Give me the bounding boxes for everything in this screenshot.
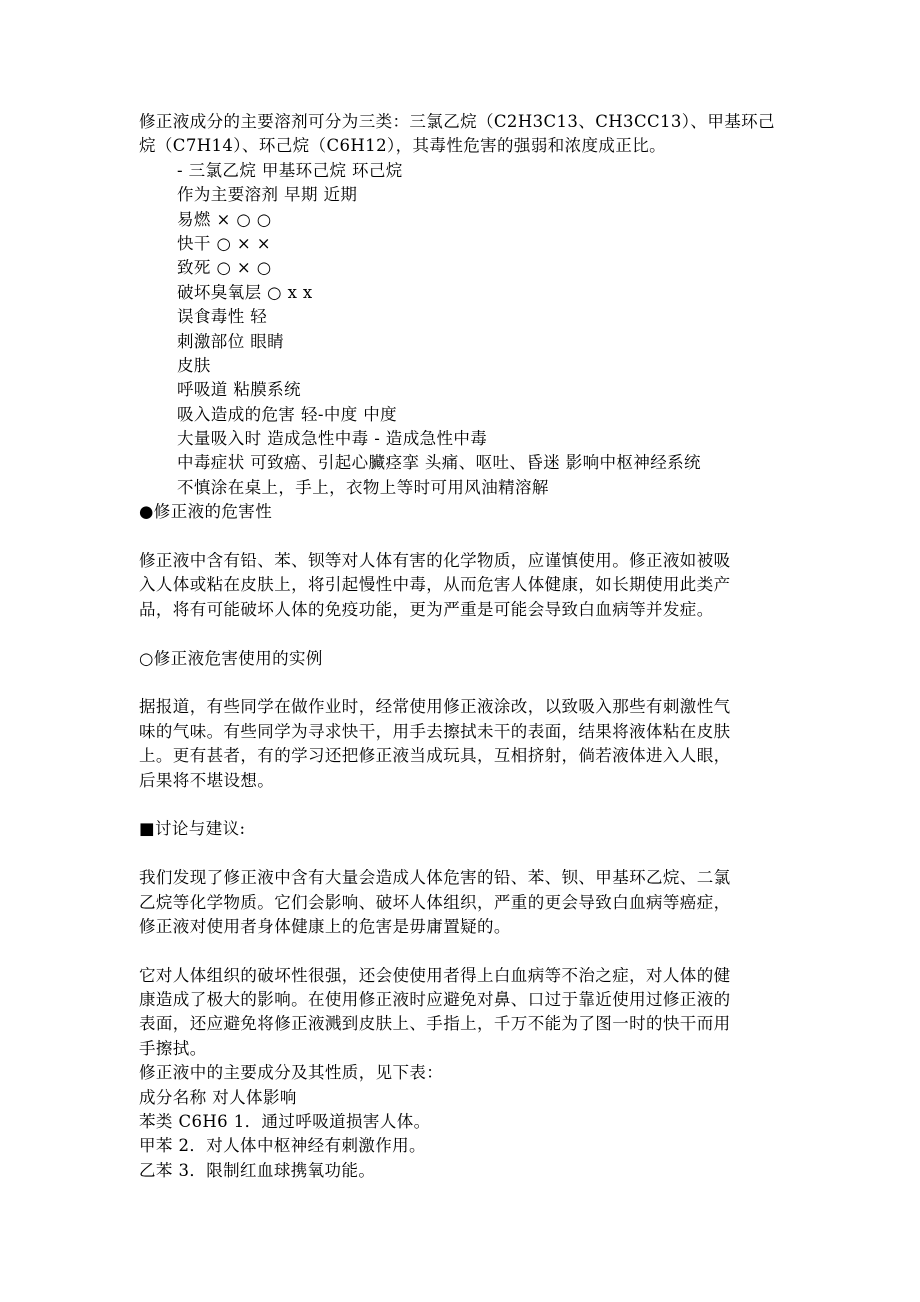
text-line: 修正液对使用者身体健康上的危害是毋庸置疑的。 (139, 916, 511, 936)
section-heading-discussion: ■讨论与建议: (139, 819, 246, 839)
blank-line (139, 622, 789, 646)
comparison-row: 呼吸道 粘膜系统 (177, 380, 301, 400)
comparison-row: 快干 ○ × × (177, 233, 271, 253)
comparison-row: 易燃 × ○ ○ (177, 209, 272, 229)
table-row: 苯类 C6H6 1．通过呼吸道损害人体。 (139, 1112, 431, 1132)
text-line: 它对人体组织的破坏性很强，还会使使用者得上白血病等不治之症，对人体的健 (139, 965, 731, 985)
blank-line (139, 671, 789, 695)
examples-paragraph (139, 695, 789, 793)
text-line: 修正液成分的主要溶剂可分为三类：三氯乙烷（C2H3C13、CH3CC13）、甲基环己 (139, 112, 775, 131)
comparison-row: 破坏臭氧层 ○ x x (177, 282, 313, 302)
comparison-row: 中毒症状 可致癌、引起心臟痉挛 头痛、呕吐、昏迷 影响中枢神经系统 (177, 453, 701, 473)
solvent-comparison-list (139, 159, 789, 500)
text-line: 据报道，有些同学在做作业时，经常使用修正液涂改，以致吸入那些有刺激性气 (139, 697, 731, 717)
comparison-row: 吸入造成的危害 轻-中度 中度 (177, 404, 398, 424)
discussion-paragraph-1 (139, 866, 789, 939)
table-row: 乙苯 3．限制红血球携氧功能。 (139, 1160, 376, 1180)
text-line: 入人体或粘在皮肤上，将引起慢性中毒，从而危害人体健康，如长期使用此类产 (139, 575, 731, 595)
text-line: 表面，还应避免将修正液溅到皮肤上、手指上，千万不能为了图一时的快干而用 (139, 1014, 731, 1034)
blank-line (139, 525, 789, 549)
hazard-paragraph (139, 549, 789, 622)
text-line: 品，将有可能破坏人体的免疫功能，更为严重是可能会导致白血病等并发症。 (139, 599, 714, 619)
text-line: 乙烷等化学物质。它们会影响、破坏人体组织，严重的更会导致白血病等癌症， (139, 892, 731, 912)
table-header-row: 成分名称 对人体影响 (139, 1087, 297, 1107)
comparison-row: 皮肤 (177, 355, 211, 375)
comparison-header-row: - 三氯乙烷 甲基环己烷 环己烷 (177, 160, 403, 180)
comparison-row: 大量吸入时 造成急性中毒 - 造成急性中毒 (177, 429, 488, 449)
ingredients-table-text (139, 1061, 789, 1183)
comparison-row: 不慎涂在桌上，手上，衣物上等时可用风油精溶解 (177, 477, 549, 497)
intro-paragraph (139, 110, 789, 159)
blank-line (139, 939, 789, 963)
section-heading-hazard: ●修正液的危害性 (139, 502, 273, 522)
blank-line (139, 793, 789, 817)
text-line: 上。更有甚者，有的学习还把修正液当成玩具，互相挤射，倘若液体进入人眼， (139, 746, 731, 766)
text-line: 后果将不堪设想。 (139, 770, 275, 790)
table-row: 甲苯 2．对人体中枢神经有刺激作用。 (139, 1136, 426, 1156)
comparison-row: 致死 ○ × ○ (177, 258, 272, 278)
text-line: 烷（C7H14）、环己烷（C6H12），其毒性危害的强弱和浓度成正比。 (139, 136, 667, 156)
comparison-row: 误食毒性 轻 (177, 307, 268, 327)
text-line: 康造成了极大的影响。在使用修正液时应避免对鼻、口过于靠近使用过修正液的 (139, 990, 731, 1010)
text-line: 我们发现了修正液中含有大量会造成人体危害的铅、苯、钡、甲基环乙烷、二氯 (139, 868, 731, 888)
discussion-paragraph-2 (139, 964, 789, 1062)
comparison-row: 刺激部位 眼睛 (177, 331, 285, 351)
section-heading-examples: ○修正液危害使用的实例 (139, 648, 323, 668)
document-page (139, 110, 789, 1183)
text-line: 手擦拭。 (139, 1038, 207, 1058)
blank-line (139, 842, 789, 866)
text-line: 修正液中含有铅、苯、钡等对人体有害的化学物质，应谨慎使用。修正液如被吸 (139, 551, 731, 571)
table-intro: 修正液中的主要成分及其性质，见下表： (139, 1063, 444, 1083)
text-line: 味的气味。有些同学为寻求快干，用手去擦拭未干的表面，结果将液体粘在皮肤 (139, 721, 731, 741)
comparison-row: 作为主要溶剂 早期 近期 (177, 185, 358, 205)
